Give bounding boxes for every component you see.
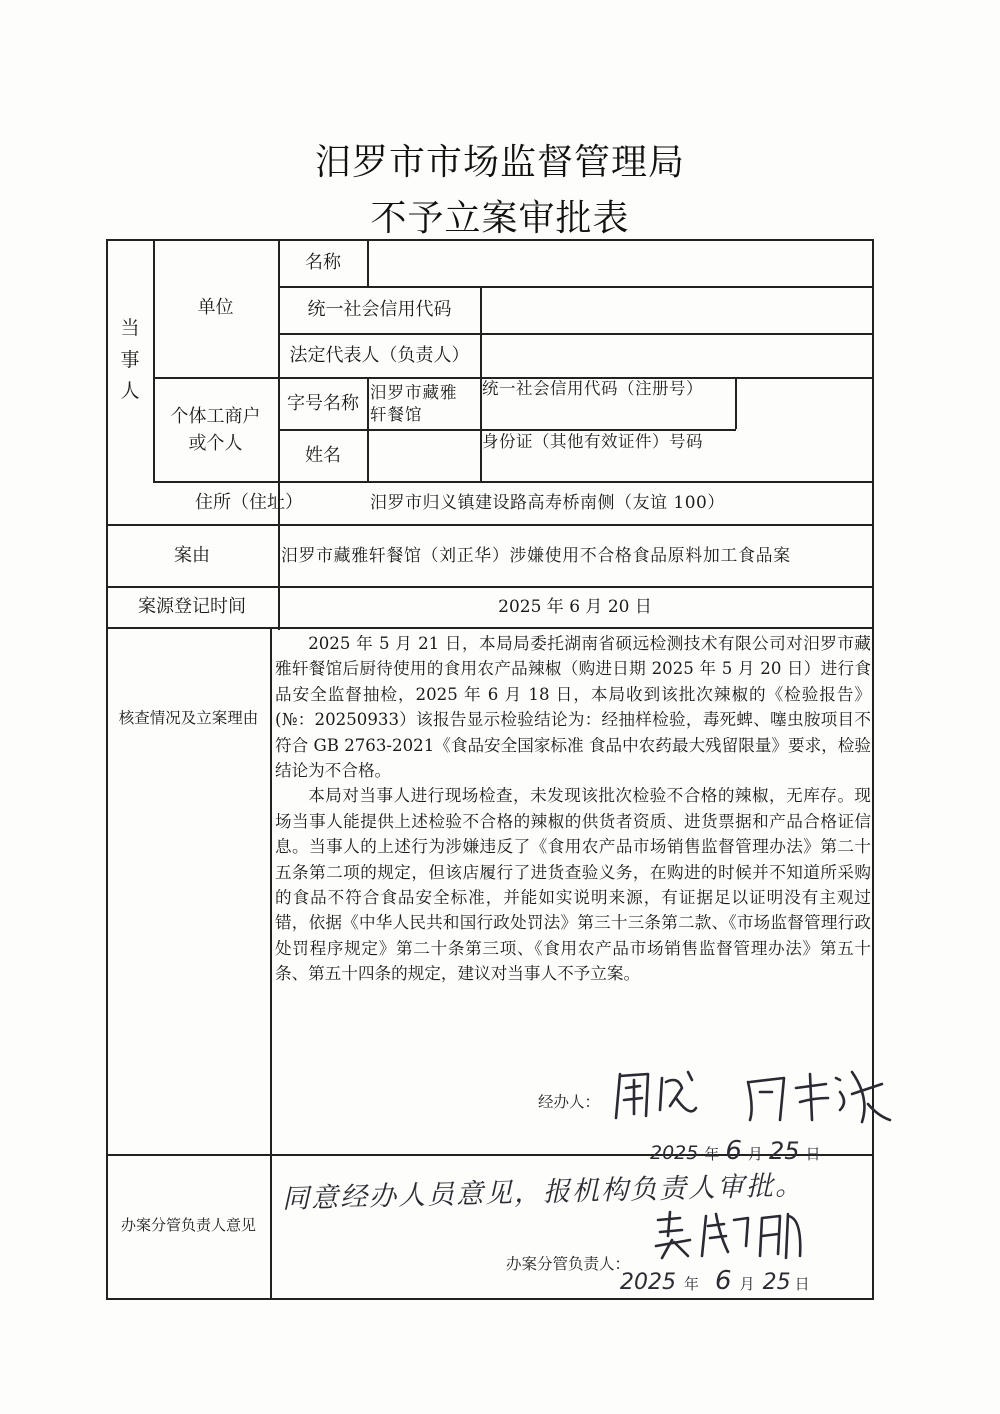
supervisor-opinion-label: 办案分管负责人意见 <box>120 1216 256 1235</box>
findings-paragraph-2: 本局对当事人进行现场检查，未发现该批次检验不合格的辣椒，无库存。现场当事人能提供上述检验不合格的辣椒的供货者资质、进货票据和产品合格证信息。当事人的上述行为涉嫌违反了《食用农产品市场销售监督管理办法》第二十五条第二项的规定，但该店履行了进货查验义务，在购进的时候并不知道所采购的食品不符合食品安全标准，并能如实说明来源，有证据足以证明没有主观过错，依据《中华人民共和国行政处罚法》第三十三条第二款、《市场监督管理行政处罚程序规定》第二十条第三项、《食用农产品市场销售监督管理办法》第五十条、第五十四条的规定，建议对当事人不予立案。 <box>275 786 871 984</box>
supervisor-opinion-handwritten: 同意经办人员意见，报机构负责人审批。 <box>281 1170 805 1215</box>
legal-rep-value <box>486 334 866 377</box>
supervisor-signature <box>650 1206 810 1264</box>
party-label: 当 事 人 <box>120 317 140 403</box>
reg-code-label: 统一社会信用代码（注册号） <box>482 379 703 399</box>
supervisor-date: 2025 年 6 月 25 日 <box>620 1266 810 1296</box>
unit-name-value <box>372 240 867 286</box>
findings-text <box>275 631 871 987</box>
register-time-label: 案源登记时间 <box>138 596 246 618</box>
handler-label: 经办人： <box>538 1093 601 1111</box>
shop-name-value: 汨罗市藏雅 轩餐馆 <box>370 383 458 424</box>
case-cause-label: 案由 <box>174 544 210 566</box>
person-name-label: 姓名 <box>305 444 341 466</box>
legal-rep-label: 法定代表人（负责人） <box>289 344 470 366</box>
individual-label: 个体工商户 或个人 <box>170 405 261 454</box>
handler-date: 2025 年 6 月 25 日 <box>650 1136 821 1166</box>
case-cause-value: 汨罗市藏雅轩餐馆（刘正华）涉嫌使用不合格食品原料加工食品案 <box>281 544 791 565</box>
findings-paragraph-1: 2025 年 5 月 21 日，本局局委托湖南省硕远检测技术有限公司对汨罗市藏雅轩餐馆后厨待使用的食用农产品辣椒（购进日期 2025 年 5 月 20 日）进行食品安全监督抽检，2025 年 6 月 18 日，本局收到该批次辣椒的《检验报告》(№：20250933）该报告显示检验结论为：经抽样检验，毒死蜱、噻虫胺项目不符合 GB 2763-2021《食品安全国家标准 食品中农药最大残留限量》要求，检验结论为不合格。 <box>275 634 871 781</box>
unit-label: 单位 <box>197 297 234 319</box>
unit-credit-code-value <box>486 287 866 333</box>
unit-credit-code-label: 统一社会信用代码 <box>307 299 452 321</box>
unit-name-label: 名称 <box>305 252 341 274</box>
document-title-agency: 汨罗市市场监督管理局 <box>314 142 685 183</box>
findings-label: 核查情况及立案理由 <box>118 708 259 727</box>
address-value: 汨罗市归义镇建设路高寿桥南侧（友谊 100） <box>370 492 725 513</box>
document-title-form: 不予立案审批表 <box>370 198 630 239</box>
register-time-value: 2025 年 6 月 20 日 <box>498 596 652 617</box>
person-name-value <box>370 430 480 481</box>
handler-signature <box>600 1058 900 1138</box>
id-number-label: 身份证（其他有效证件）号码 <box>482 432 703 452</box>
shop-name-label: 字号名称 <box>287 392 359 414</box>
supervisor-label: 办案分管负责人： <box>506 1255 631 1273</box>
address-label: 住所（住址） <box>195 492 303 514</box>
